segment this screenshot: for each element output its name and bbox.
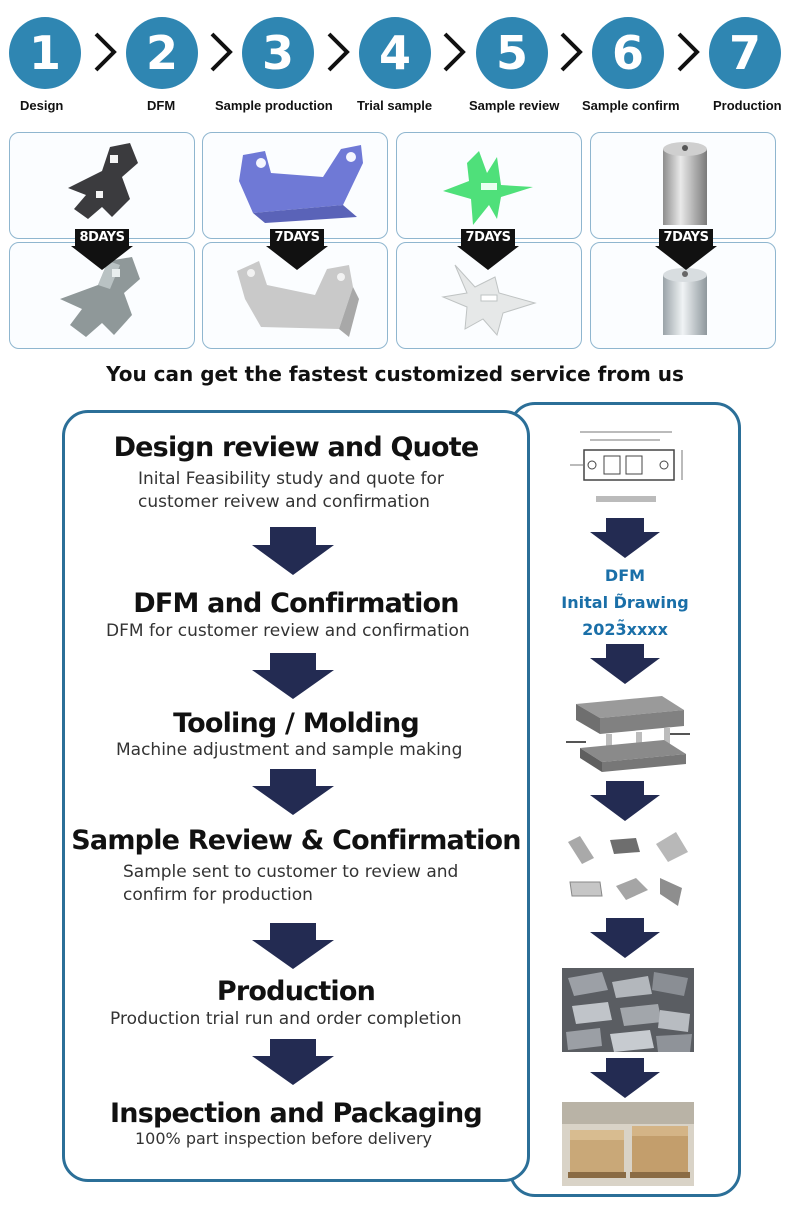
step-7-badge: 7	[709, 17, 781, 89]
arrow-down-icon	[252, 527, 334, 575]
step-7-label: Production	[713, 98, 782, 113]
stage-title: Design review and Quote	[113, 432, 479, 463]
chevron-right-icon	[441, 30, 467, 74]
step-1-badge: 1	[9, 17, 81, 89]
arrow-down-icon	[651, 246, 721, 272]
lead-time-arrow	[651, 229, 721, 273]
lead-time-arrow	[453, 229, 523, 273]
sample-parts-image	[560, 828, 696, 912]
stage-title: Production	[216, 976, 376, 1007]
chevron-right-icon	[208, 30, 234, 74]
packaging-warehouse-image	[562, 1102, 694, 1186]
step-2-label: DFM	[147, 98, 176, 113]
stage-description: Machine adjustment and sample making	[116, 740, 463, 760]
arrow-down-icon	[252, 769, 334, 815]
lead-time-label: 7DAYS	[461, 229, 515, 247]
stage-description: DFM for customer review and confirmation	[106, 621, 470, 641]
lead-time-arrow	[67, 229, 137, 273]
arrow-down-icon	[252, 923, 334, 969]
chevron-right-icon	[675, 30, 701, 74]
dfm-drawing-number: 2023̃xxxx	[582, 620, 668, 639]
sample-part-image	[202, 132, 388, 239]
dfm-drawing-label: Inital D̃rawing	[561, 593, 689, 612]
dfm-card	[520, 562, 730, 643]
stage-title: DFM and Confirmation	[133, 588, 459, 619]
sample-part-image	[590, 132, 776, 239]
lead-time-arrow	[262, 229, 332, 273]
technical-drawing-image	[560, 420, 694, 512]
dfm-title: DFM	[604, 566, 646, 585]
arrow-down-icon	[590, 918, 660, 958]
tagline: You can get the fastest customized service from us	[106, 362, 684, 386]
design-part-image	[9, 132, 195, 239]
arrow-down-icon	[590, 781, 660, 821]
lead-time-label: 7DAYS	[659, 229, 713, 247]
lead-time-label: 7DAYS	[270, 229, 324, 247]
lead-time-label: 8DAYS	[75, 229, 129, 247]
chevron-right-icon	[325, 30, 351, 74]
arrow-down-icon	[67, 246, 137, 272]
production-parts-image	[562, 968, 694, 1052]
stage-title: Inspection and Packaging	[110, 1098, 482, 1129]
step-3-label: Sample production	[215, 98, 333, 113]
sample-part-image	[396, 132, 582, 239]
step-1-label: Design	[20, 98, 64, 113]
chevron-right-icon	[92, 30, 118, 74]
arrow-down-icon	[252, 653, 334, 699]
step-5-badge: 5	[476, 17, 548, 89]
stage-description: Inital Feasibility study and quote for customer reivew and confirmation	[138, 469, 444, 512]
step-3-badge: 3	[242, 17, 314, 89]
stage-title: Sample Review & Confirmation	[71, 825, 521, 856]
step-4-badge: 4	[359, 17, 431, 89]
arrow-down-icon	[252, 1039, 334, 1085]
stage-description: Sample sent to customer to review and confirm for production	[123, 862, 459, 905]
mold-tooling-image	[566, 690, 690, 774]
step-6-badge: 6	[592, 17, 664, 89]
stage-description: 100% part inspection before delivery	[135, 1129, 433, 1148]
arrow-down-icon	[453, 246, 523, 272]
step-6-label: Sample confirm	[582, 98, 680, 113]
step-2-badge: 2	[126, 17, 198, 89]
step-5-label: Sample review	[469, 98, 560, 113]
stage-title: Tooling / Molding	[173, 708, 419, 739]
chevron-right-icon	[558, 30, 584, 74]
step-4-label: Trial sample	[357, 98, 433, 113]
stage-description: Production trial run and order completion	[110, 1009, 462, 1029]
arrow-down-icon	[590, 1058, 660, 1098]
arrow-down-icon	[262, 246, 332, 272]
arrow-down-icon	[590, 518, 660, 558]
arrow-down-icon	[590, 644, 660, 684]
